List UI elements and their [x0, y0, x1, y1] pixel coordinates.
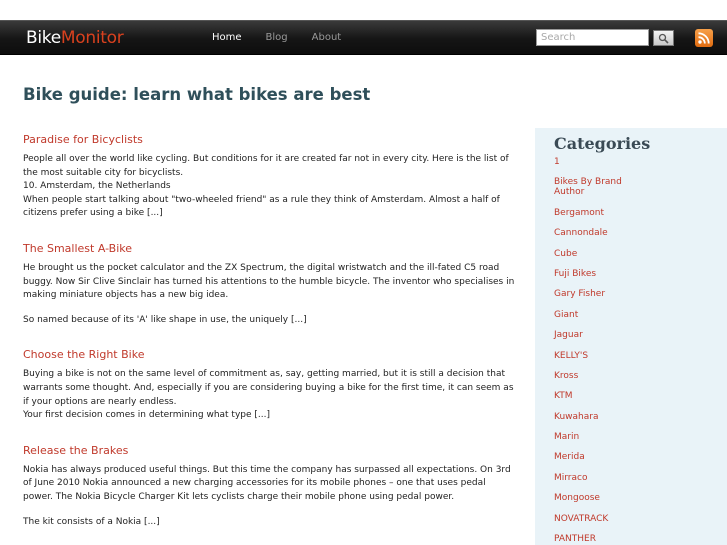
- category-item: [554, 473, 644, 483]
- category-item: [554, 157, 644, 167]
- category-list: [554, 157, 644, 545]
- excerpt-line: When people start talking about "two-wheeled friend" as a rule they think of Amsterdam. Almost a half of citizens prefer using a bike [...]: [23, 194, 500, 219]
- category-link[interactable]: KTM: [554, 391, 573, 402]
- category-item: [554, 208, 644, 218]
- category-link[interactable]: PANTHER: [554, 534, 596, 545]
- excerpt-line: So named because of its 'A' like shape in use, the uniquely [...]: [23, 314, 307, 325]
- excerpt-line: Your first decision comes in determining what type [...]: [23, 410, 271, 421]
- search-button[interactable]: [653, 30, 674, 46]
- category-item: [554, 371, 644, 381]
- category-item: [554, 412, 644, 422]
- post-title-link[interactable]: Paradise for Bicyclists: [23, 133, 143, 146]
- category-link[interactable]: Marin: [554, 432, 580, 443]
- category-item: [554, 514, 644, 524]
- category-link[interactable]: Kross: [554, 370, 579, 381]
- category-link[interactable]: Bikes By Brand Author: [554, 177, 622, 198]
- category-link[interactable]: Kuwahara: [554, 411, 599, 422]
- post-list: [23, 133, 515, 545]
- post: [23, 242, 515, 327]
- nav-blog[interactable]: Blog: [265, 32, 288, 43]
- category-link[interactable]: Mirraco: [554, 472, 588, 483]
- category-link[interactable]: Bergamont: [554, 207, 604, 218]
- post-excerpt: [23, 314, 515, 328]
- category-item: [554, 391, 644, 401]
- excerpt-line: The kit consists of a Nokia [...]: [23, 516, 160, 527]
- category-link[interactable]: Giant: [554, 309, 579, 320]
- search-input[interactable]: [536, 29, 649, 46]
- category-link[interactable]: Fuji Bikes: [554, 268, 597, 279]
- logo-part-bike: Bike: [26, 28, 61, 48]
- excerpt-line: Buying a bike is not on the same level of commitment as, say, getting married, but it is still a decision that warrants some thought. And, especially if you are considering buying a bike for the first time, it can seem as if your options are nearly endless.: [23, 369, 514, 407]
- site-logo[interactable]: [26, 28, 123, 48]
- category-item: [554, 269, 644, 279]
- nav-about[interactable]: About: [311, 32, 342, 43]
- category-link[interactable]: Merida: [554, 452, 585, 463]
- magnifier-icon: [658, 33, 669, 44]
- category-item: [554, 452, 644, 462]
- post: [23, 348, 515, 422]
- category-item: [554, 432, 644, 442]
- post: [23, 444, 515, 529]
- main-nav: [212, 32, 365, 43]
- category-item: [554, 493, 644, 503]
- logo-part-monitor: Monitor: [60, 28, 124, 48]
- category-link[interactable]: NOVATRACK: [554, 513, 609, 524]
- rss-button[interactable]: [695, 29, 713, 47]
- category-link[interactable]: Cube: [554, 248, 578, 259]
- categories-heading: Categories: [554, 134, 651, 153]
- post-excerpt: [23, 464, 515, 505]
- category-item: [554, 310, 644, 320]
- excerpt-line: Nokia has always produced useful things. But this time the company has surpassed all expectations. On 3rd of June 2010 Nokia announced a new charging accessories for its mobile phones – one that uses pedal power. The Nokia Bicycle Charger Kit lets cyclists charge their mobile phone using pedal power.: [23, 464, 511, 502]
- category-item: [554, 534, 644, 544]
- nav-home[interactable]: Home: [212, 32, 242, 43]
- category-item: [554, 289, 644, 299]
- post-title-link[interactable]: Choose the Right Bike: [23, 348, 145, 362]
- category-item: [554, 330, 644, 340]
- post-excerpt: [23, 516, 515, 530]
- post-title-link[interactable]: Release the Brakes: [23, 443, 129, 457]
- excerpt-line: 10. Amsterdam, the Netherlands: [23, 181, 171, 192]
- category-item: [554, 177, 644, 197]
- post-excerpt: [23, 368, 515, 422]
- category-link[interactable]: 1: [554, 157, 560, 167]
- category-link[interactable]: Mongoose: [554, 493, 600, 504]
- sidebar: [535, 128, 727, 545]
- category-link[interactable]: KELLY'S: [554, 350, 589, 361]
- excerpt-line: People all over the world like cycling. But conditions for it are created far not in every city. Here is the list of the most suitable city for bicyclists.: [23, 154, 509, 178]
- category-item: [554, 351, 644, 361]
- post-excerpt: [23, 153, 515, 221]
- rss-icon: [695, 29, 713, 47]
- category-link[interactable]: Gary Fisher: [554, 289, 606, 300]
- post: [23, 133, 515, 221]
- excerpt-line: He brought us the pocket calculator and the ZX Spectrum, the digital wristwatch and the ill-fated C5 road buggy. Now Sir Clive Sinclair has turned his attentions to the humble bicycle. The inventor who specialises in making miniature objects has a new big idea.: [23, 262, 515, 301]
- category-link[interactable]: Cannondale: [554, 228, 608, 239]
- post-title-link[interactable]: The Smallest A-Bike: [23, 241, 133, 255]
- category-link[interactable]: Jaguar: [554, 330, 583, 341]
- top-bar: [0, 20, 727, 55]
- category-item: [554, 249, 644, 259]
- page-title: Bike guide: learn what bikes are best: [23, 85, 371, 104]
- category-item: [554, 228, 644, 238]
- post-excerpt: [23, 262, 515, 303]
